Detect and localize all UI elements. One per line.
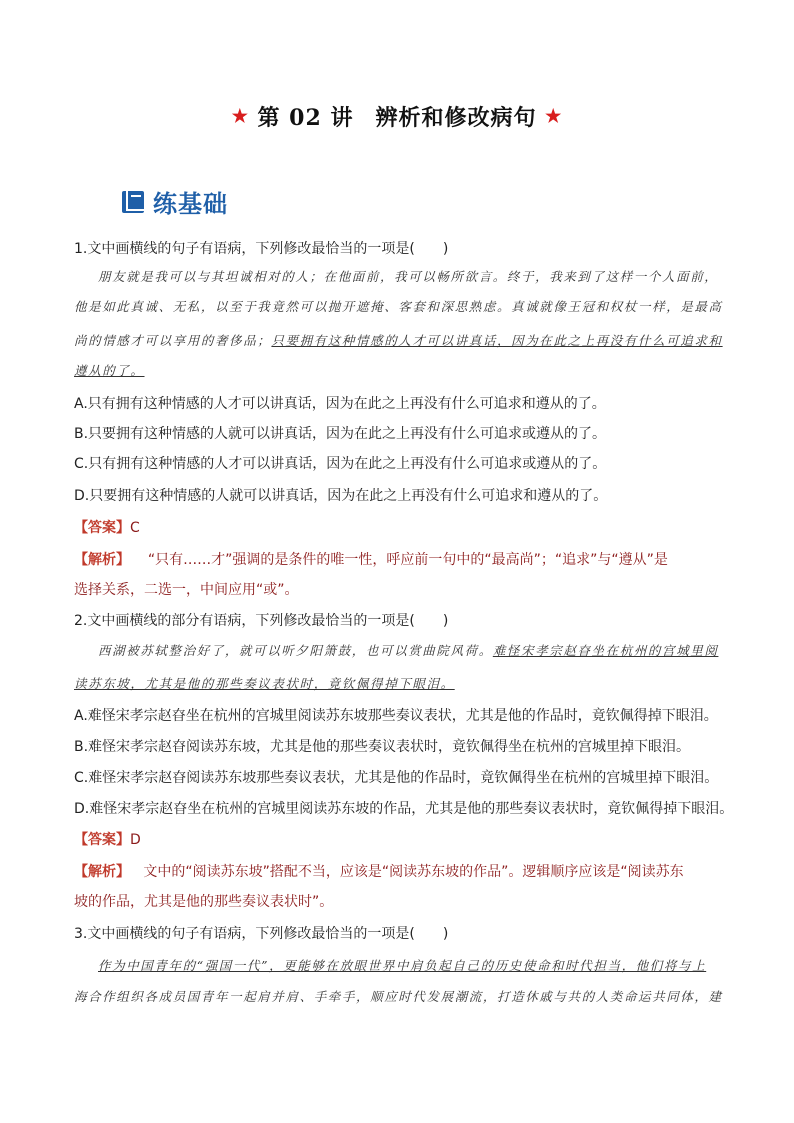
passage-line: 他是如此真诚、无私，以至于我竟然可以抛开遮掩、客套和深思熟虑。真诚就像王冠和权杖一样，是最高 bbox=[74, 299, 723, 314]
option-d: D.难怪宋孝宗赵昚坐在杭州的宫城里阅读苏东坡的作品，尤其是他的那些奏议表状时，竟钦佩得掉下眼泪。 bbox=[74, 801, 734, 817]
passage-line: 西湖被苏轼整治好了，就可以听夕阳箫鼓，也可以赏曲院风荷。难怪宋孝宗赵昚坐在杭州的宫城里阅 bbox=[98, 643, 719, 658]
star-icon: ★ bbox=[231, 106, 249, 127]
explanation: 【解析】 “只有……才”强调的是条件的唯一性，呼应前一句中的“最高尚”；“追求”与“遵从”是 bbox=[74, 552, 668, 568]
underlined-sentence: 只要拥有这种情感的人才可以讲真话，因为在此之上再没有什么可追求和 bbox=[271, 333, 723, 348]
option-a: A.只有拥有这种情感的人才可以讲真话，因为在此之上再没有什么可追求和遵从的了。 bbox=[74, 396, 606, 412]
passage-line: 海合作组织各成员国青年一起肩并肩、手牵手，顺应时代发展潮流，打造休戚与共的人类命运共同体，建 bbox=[74, 989, 723, 1004]
question-stem: 2.文中画横线的部分有语病，下列修改最恰当的一项是( ) bbox=[74, 613, 449, 629]
option-c: C.只有拥有这种情感的人才可以讲真话，因为在此之上再没有什么可追求或遵从的了。 bbox=[74, 456, 607, 472]
option-a: A.难怪宋孝宗赵昚坐在杭州的宫城里阅读苏东坡那些奏议表状，尤其是他的作品时，竟钦佩得掉下眼泪。 bbox=[74, 708, 718, 724]
option-d: D.只要拥有这种情感的人就可以讲真话，因为在此之上再没有什么可追求和遵从的了。 bbox=[74, 488, 608, 504]
explanation: 【解析】 文中的“阅读苏东坡”搭配不当，应该是“阅读苏东坡的作品”。逻辑顺序应该是“阅读苏东 bbox=[74, 864, 684, 880]
option-b: B.只要拥有这种情感的人就可以讲真话，因为在此之上再没有什么可追求或遵从的了。 bbox=[74, 426, 607, 442]
star-icon: ★ bbox=[545, 106, 563, 127]
underlined-sentence: 读苏东坡，尤其是他的那些奏议表状时，竟钦佩得掉下眼泪。 bbox=[74, 676, 455, 691]
answer-value: D bbox=[130, 832, 141, 848]
underlined-sentence: 作为中国青年的“强国一代”，更能够在放眼世界中肩负起自己的历史使命和时代担当，他们将与上 bbox=[98, 958, 707, 973]
passage-line bbox=[74, 360, 724, 382]
question-stem: 3.文中画横线的句子有语病，下列修改最恰当的一项是( ) bbox=[74, 926, 449, 942]
option-c: C.难怪宋孝宗赵昚阅读苏东坡那些奏议表状，尤其是他的作品时，竟钦佩得坐在杭州的宫城里掉下眼泪。 bbox=[74, 770, 719, 786]
book-icon bbox=[121, 189, 147, 215]
question-stem: 1.文中画横线的句子有语病，下列修改最恰当的一项是( ) bbox=[74, 241, 449, 257]
answer-value: C bbox=[130, 520, 140, 536]
answer: 【答案】D bbox=[74, 832, 141, 848]
section-header bbox=[121, 184, 228, 219]
answer: 【答案】C bbox=[74, 520, 140, 536]
underlined-sentence: 难怪宋孝宗赵昚坐在杭州的宫城里阅 bbox=[492, 643, 719, 658]
page-title bbox=[0, 101, 794, 132]
underlined-sentence: 遵从的了。 bbox=[74, 363, 145, 378]
section-title: 练基础 bbox=[153, 190, 228, 218]
passage-line: 尚的情感才可以享用的奢侈品；只要拥有这种情感的人才可以讲真话，因为在此之上再没有什么可追求和 bbox=[74, 333, 723, 348]
lecture-topic: 辨析和修改病句 bbox=[375, 105, 537, 131]
explanation-cont: 坡的作品，尤其是他的那些奏议表状时”。 bbox=[74, 894, 334, 910]
passage-line bbox=[98, 955, 748, 977]
passage-line bbox=[74, 673, 724, 695]
option-b: B.难怪宋孝宗赵昚阅读苏东坡，尤其是他的那些奏议表状时，竟钦佩得坐在杭州的宫城里掉下眼泪。 bbox=[74, 739, 691, 755]
lecture-number: 第 02 讲 bbox=[257, 105, 354, 131]
explanation-cont: 选择关系，二选一，中间应用“或”。 bbox=[74, 582, 299, 598]
passage-line: 朋友就是我可以与其坦诚相对的人；在他面前，我可以畅所欲言。终于，我来到了这样一个人面前， bbox=[98, 269, 719, 284]
